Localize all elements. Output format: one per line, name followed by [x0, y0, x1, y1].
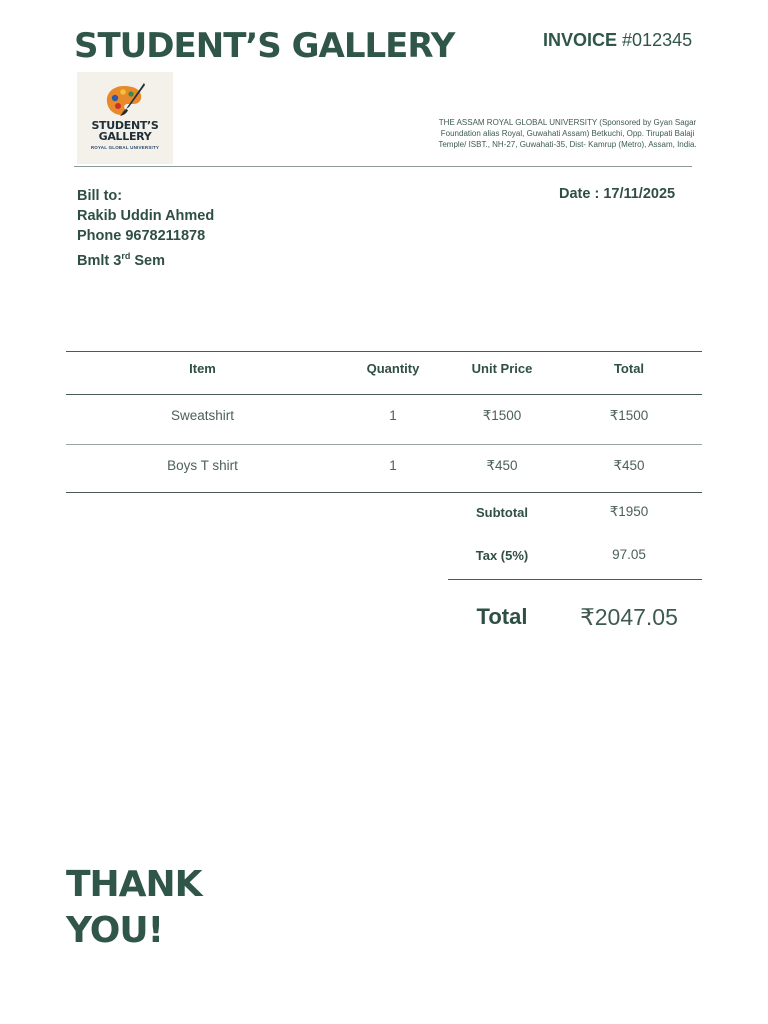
header-divider [74, 166, 692, 167]
column-header-unit-price: Unit Price [471, 361, 533, 376]
logo-text-line3: ROYAL GLOBAL UNIVERSITY [90, 145, 160, 150]
tax-value: 97.05 [612, 547, 646, 562]
column-header-item: Item [189, 361, 216, 376]
company-logo [77, 72, 173, 164]
invoice-date: Date : 17/11/2025 [559, 186, 676, 202]
table-row-divider [66, 444, 702, 445]
row-quantity: 1 [389, 408, 397, 423]
subtotal-value: ₹1950 [609, 504, 649, 519]
subtotal-label: Subtotal [476, 505, 528, 520]
row-item: Boys T shirt [167, 458, 238, 473]
tax-label: Tax (5%) [475, 548, 529, 563]
table-header-rule [66, 394, 702, 395]
grand-total-value: ₹2047.05 [580, 604, 678, 630]
thank-you-line1: THANK [66, 864, 202, 905]
thank-you-message [66, 862, 266, 954]
bill-to-block [77, 186, 214, 271]
company-title: STUDENT’S GALLERY [74, 26, 455, 66]
customer-phone: Phone 9678211878 [77, 228, 206, 244]
thank-you-line2: YOU! [66, 910, 164, 951]
bill-to-label: Bill to: [77, 188, 123, 204]
summary-rule [448, 579, 702, 580]
grand-total-label: Total [476, 604, 528, 629]
column-header-total: Total [613, 361, 645, 376]
row-total: ₹450 [613, 458, 645, 473]
row-total: ₹1500 [609, 408, 649, 423]
table-bottom-rule [66, 492, 702, 493]
company-address: THE ASSAM ROYAL GLOBAL UNIVERSITY (Sponsored by Gyan Sagar Foundation alias Royal, Guwahati Assam) Betkuchi, Opp. Tirupati Balaji Temple/ ISBT., NH-27, Guwahati-35, Dist- Kamrup (Metro), Assam, India. [438, 118, 697, 149]
row-item: Sweatshirt [170, 408, 235, 423]
row-unit-price: ₹1500 [482, 408, 522, 423]
logo-text-line2: GALLERY [98, 130, 152, 143]
invoice-label: INVOICE [543, 30, 618, 50]
customer-course: Bmlt 3rd Sem [77, 251, 165, 269]
row-unit-price: ₹450 [486, 458, 518, 473]
invoice-number-value: #012345 [622, 30, 693, 50]
invoice-number [543, 30, 692, 51]
column-header-quantity: Quantity [366, 361, 420, 376]
paint-palette-icon [104, 82, 146, 118]
table-top-rule [66, 351, 702, 352]
logo-text-line1: STUDENT’S [91, 119, 159, 132]
row-quantity: 1 [389, 458, 397, 473]
customer-name: Rakib Uddin Ahmed [77, 208, 215, 224]
